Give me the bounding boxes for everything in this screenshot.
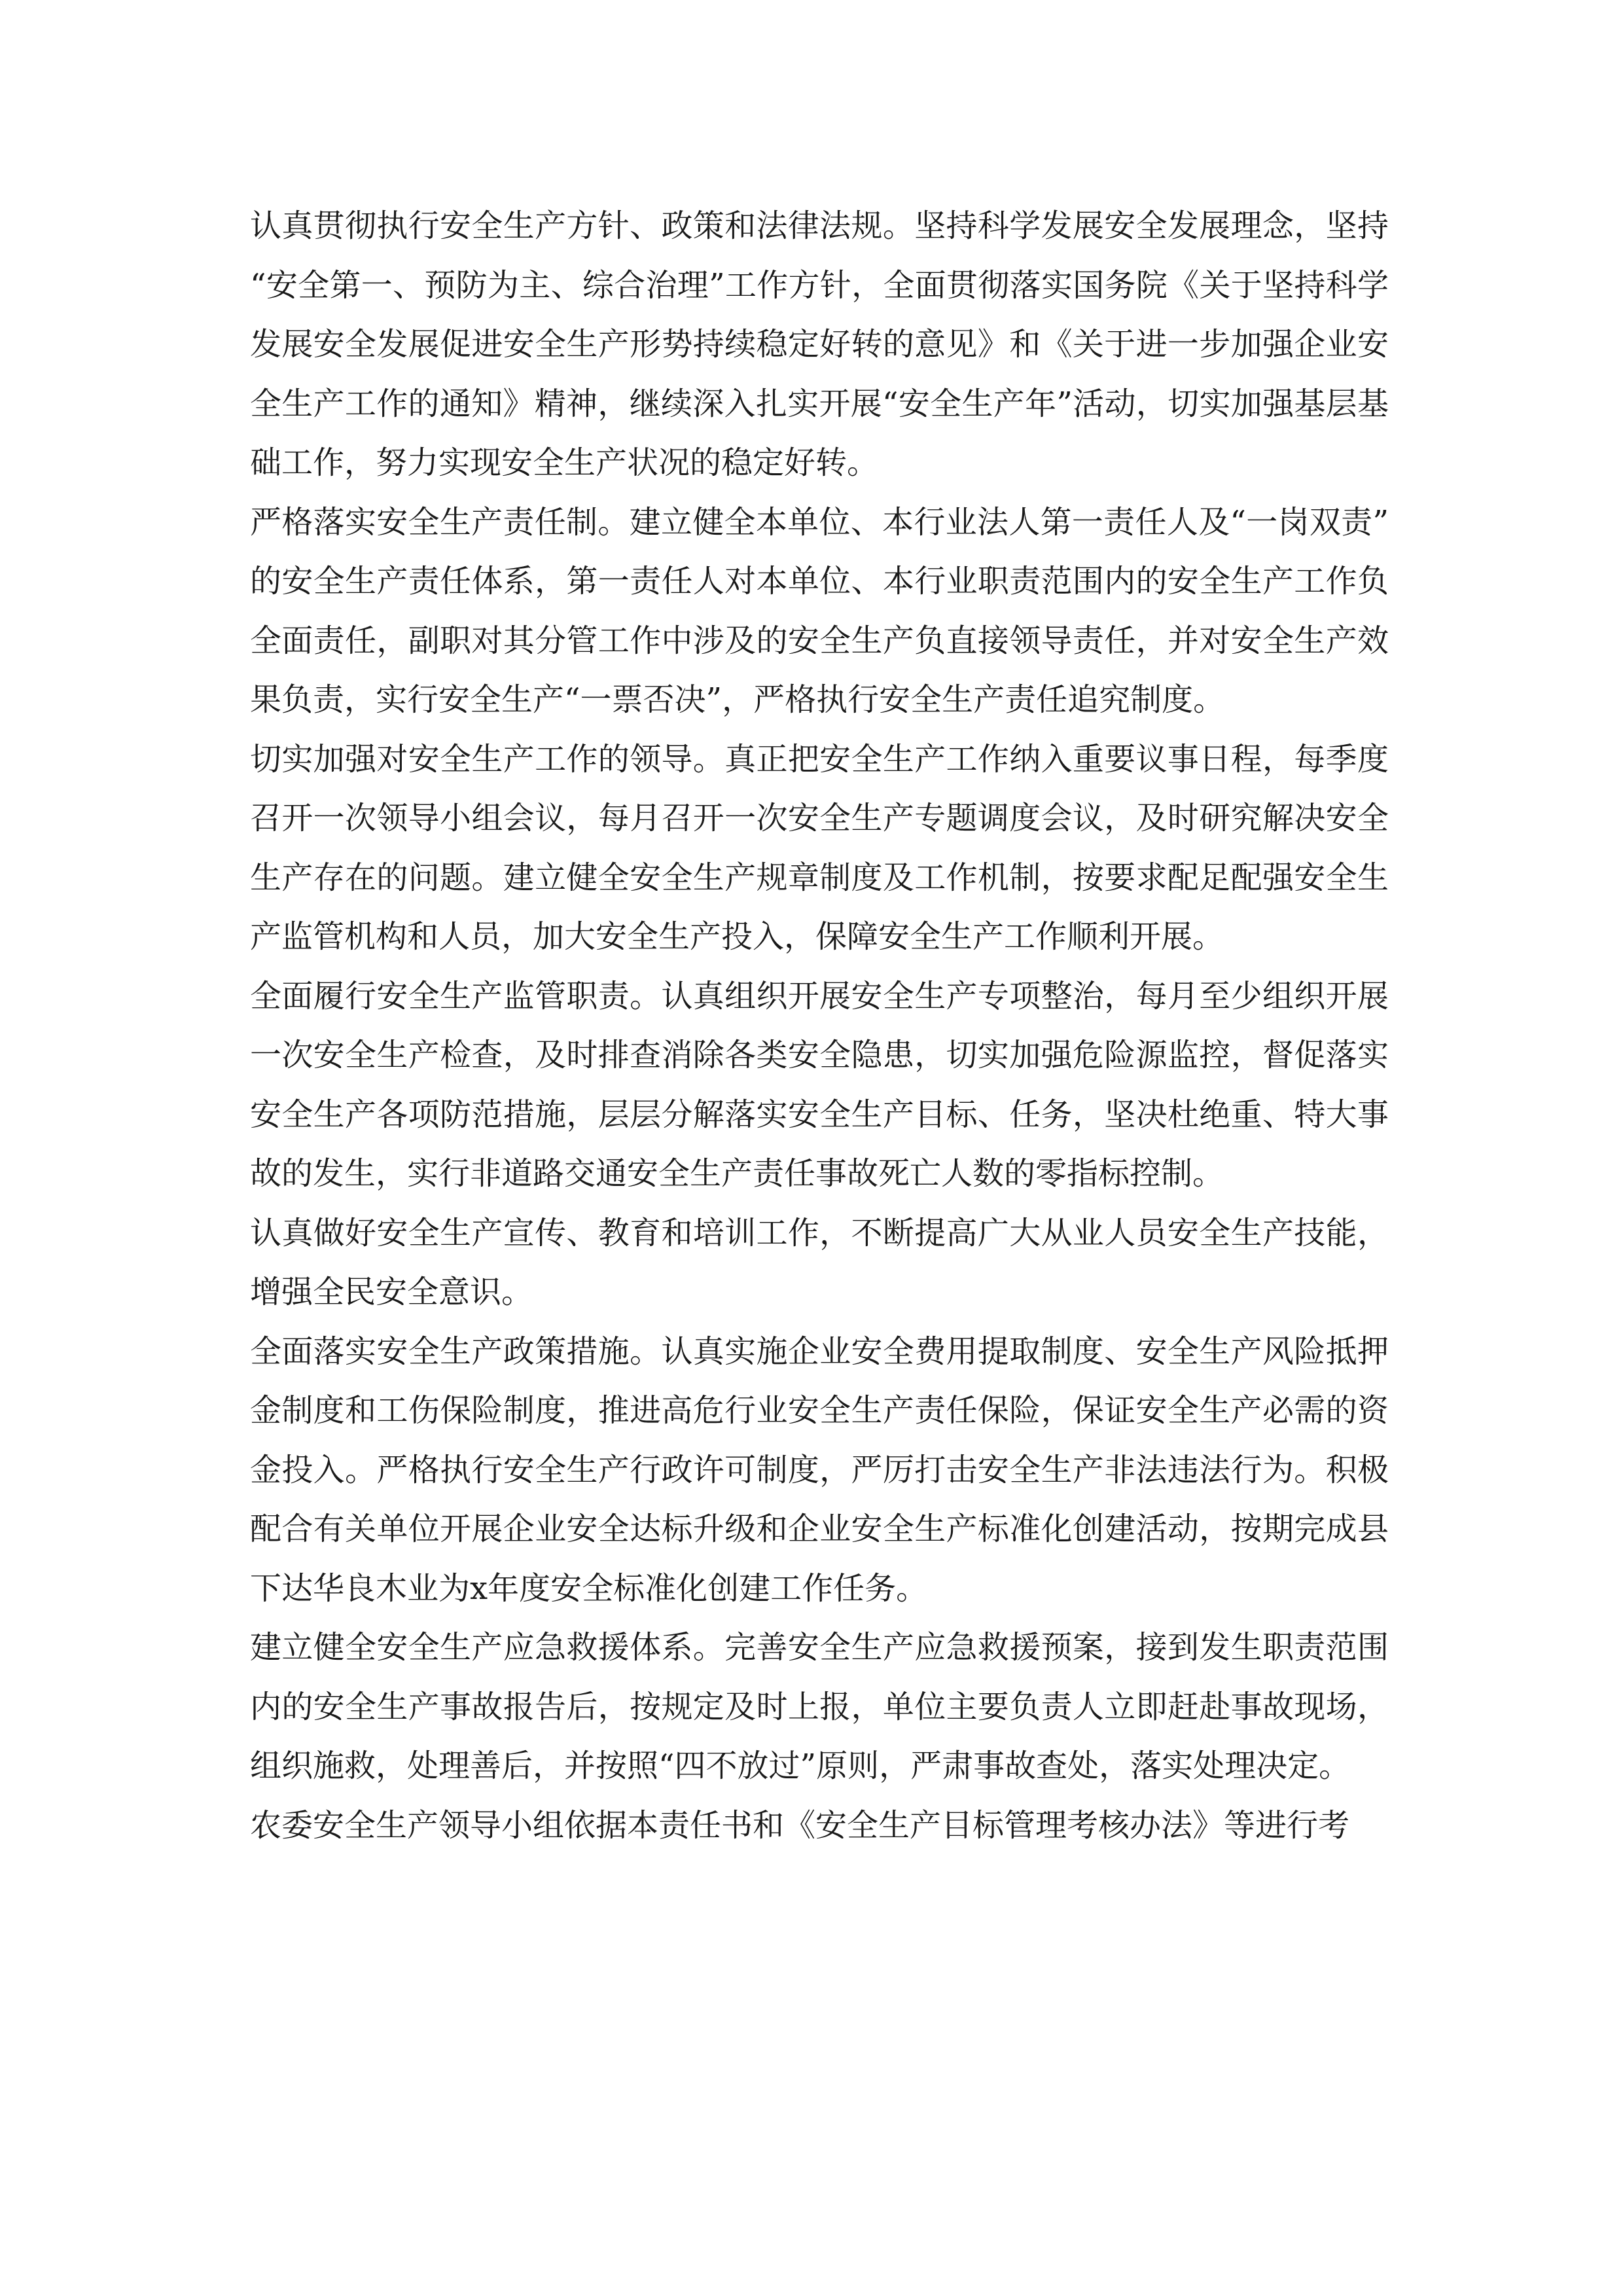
paragraph-policy-measures: 全面落实安全生产政策措施。认真实施企业安全费用提取制度、安全生产风险抵押金制度和工伤保险制度，推进高危行业安全生产责任保险，保证安全生产必需的资金投入。严格执行安全生产行政许可制度，严厉打击安全生产非法违法行为。积极配合有关单位开展企业安全达标升级和企业安全生产标准化创建活动，按期完成县下达华良木业为x年度安全标准化创建工作任务。	[250, 1333, 1389, 1607]
document-body	[250, 196, 1389, 1855]
paragraph-safety-policy: 认真贯彻执行安全生产方针、政策和法律法规。坚持科学发展安全发展理念，坚持“安全第一、预防为主、综合治理”工作方针，全面贯彻落实国务院《关于坚持科学发展安全发展促进安全生产形势持续稳定好转的意见》和《关于进一步加强企业安全生产工作的通知》精神，继续深入扎实开展“安全生产年”活动，切实加强基层基础工作，努力实现安全生产状况的稳定好转。	[250, 207, 1389, 481]
paragraph-training: 认真做好安全生产宣传、教育和培训工作，不断提高广大从业人员安全生产技能，增强全民安全意识。	[250, 1214, 1389, 1310]
paragraph-assessment: 农委安全生产领导小组依据本责任书和《安全生产目标管理考核办法》等进行考	[250, 1806, 1350, 1844]
paragraph-leadership: 切实加强对安全生产工作的领导。真正把安全生产工作纳入重要议事日程，每季度召开一次领导小组会议，每月召开一次安全生产专题调度会议，及时研究解决安全生产存在的问题。建立健全安全生产规章制度及工作机制，按要求配足配强安全生产监管机构和人员，加大安全生产投入，保障安全生产工作顺利开展。	[250, 740, 1389, 955]
paragraph-emergency-rescue: 建立健全安全生产应急救援体系。完善安全生产应急救援预案，接到发生职责范围内的安全生产事故报告后，按规定及时上报，单位主要负责人立即赶赴事故现场，组织施救，处理善后，并按照“四不放过”原则，严肃事故查处，落实处理决定。	[250, 1629, 1389, 1784]
paragraph-supervision-duties: 全面履行安全生产监管职责。认真组织开展安全生产专项整治，每月至少组织开展一次安全生产检查，及时排查消除各类安全隐患，切实加强危险源监控，督促落实安全生产各项防范措施，层层分解落实安全生产目标、任务，坚决杜绝重、特大事故的发生，实行非道路交通安全生产责任事故死亡人数的零指标控制。	[250, 977, 1389, 1192]
paragraph-responsibility-system: 严格落实安全生产责任制。建立健全本单位、本行业法人第一责任人及“一岗双责”的安全生产责任体系，第一责任人对本单位、本行业职责范围内的安全生产工作负全面责任，副职对其分管工作中涉及的安全生产负直接领导责任，并对安全生产效果负责，实行安全生产“一票否决”，严格执行安全生产责任追究制度。	[250, 503, 1389, 718]
